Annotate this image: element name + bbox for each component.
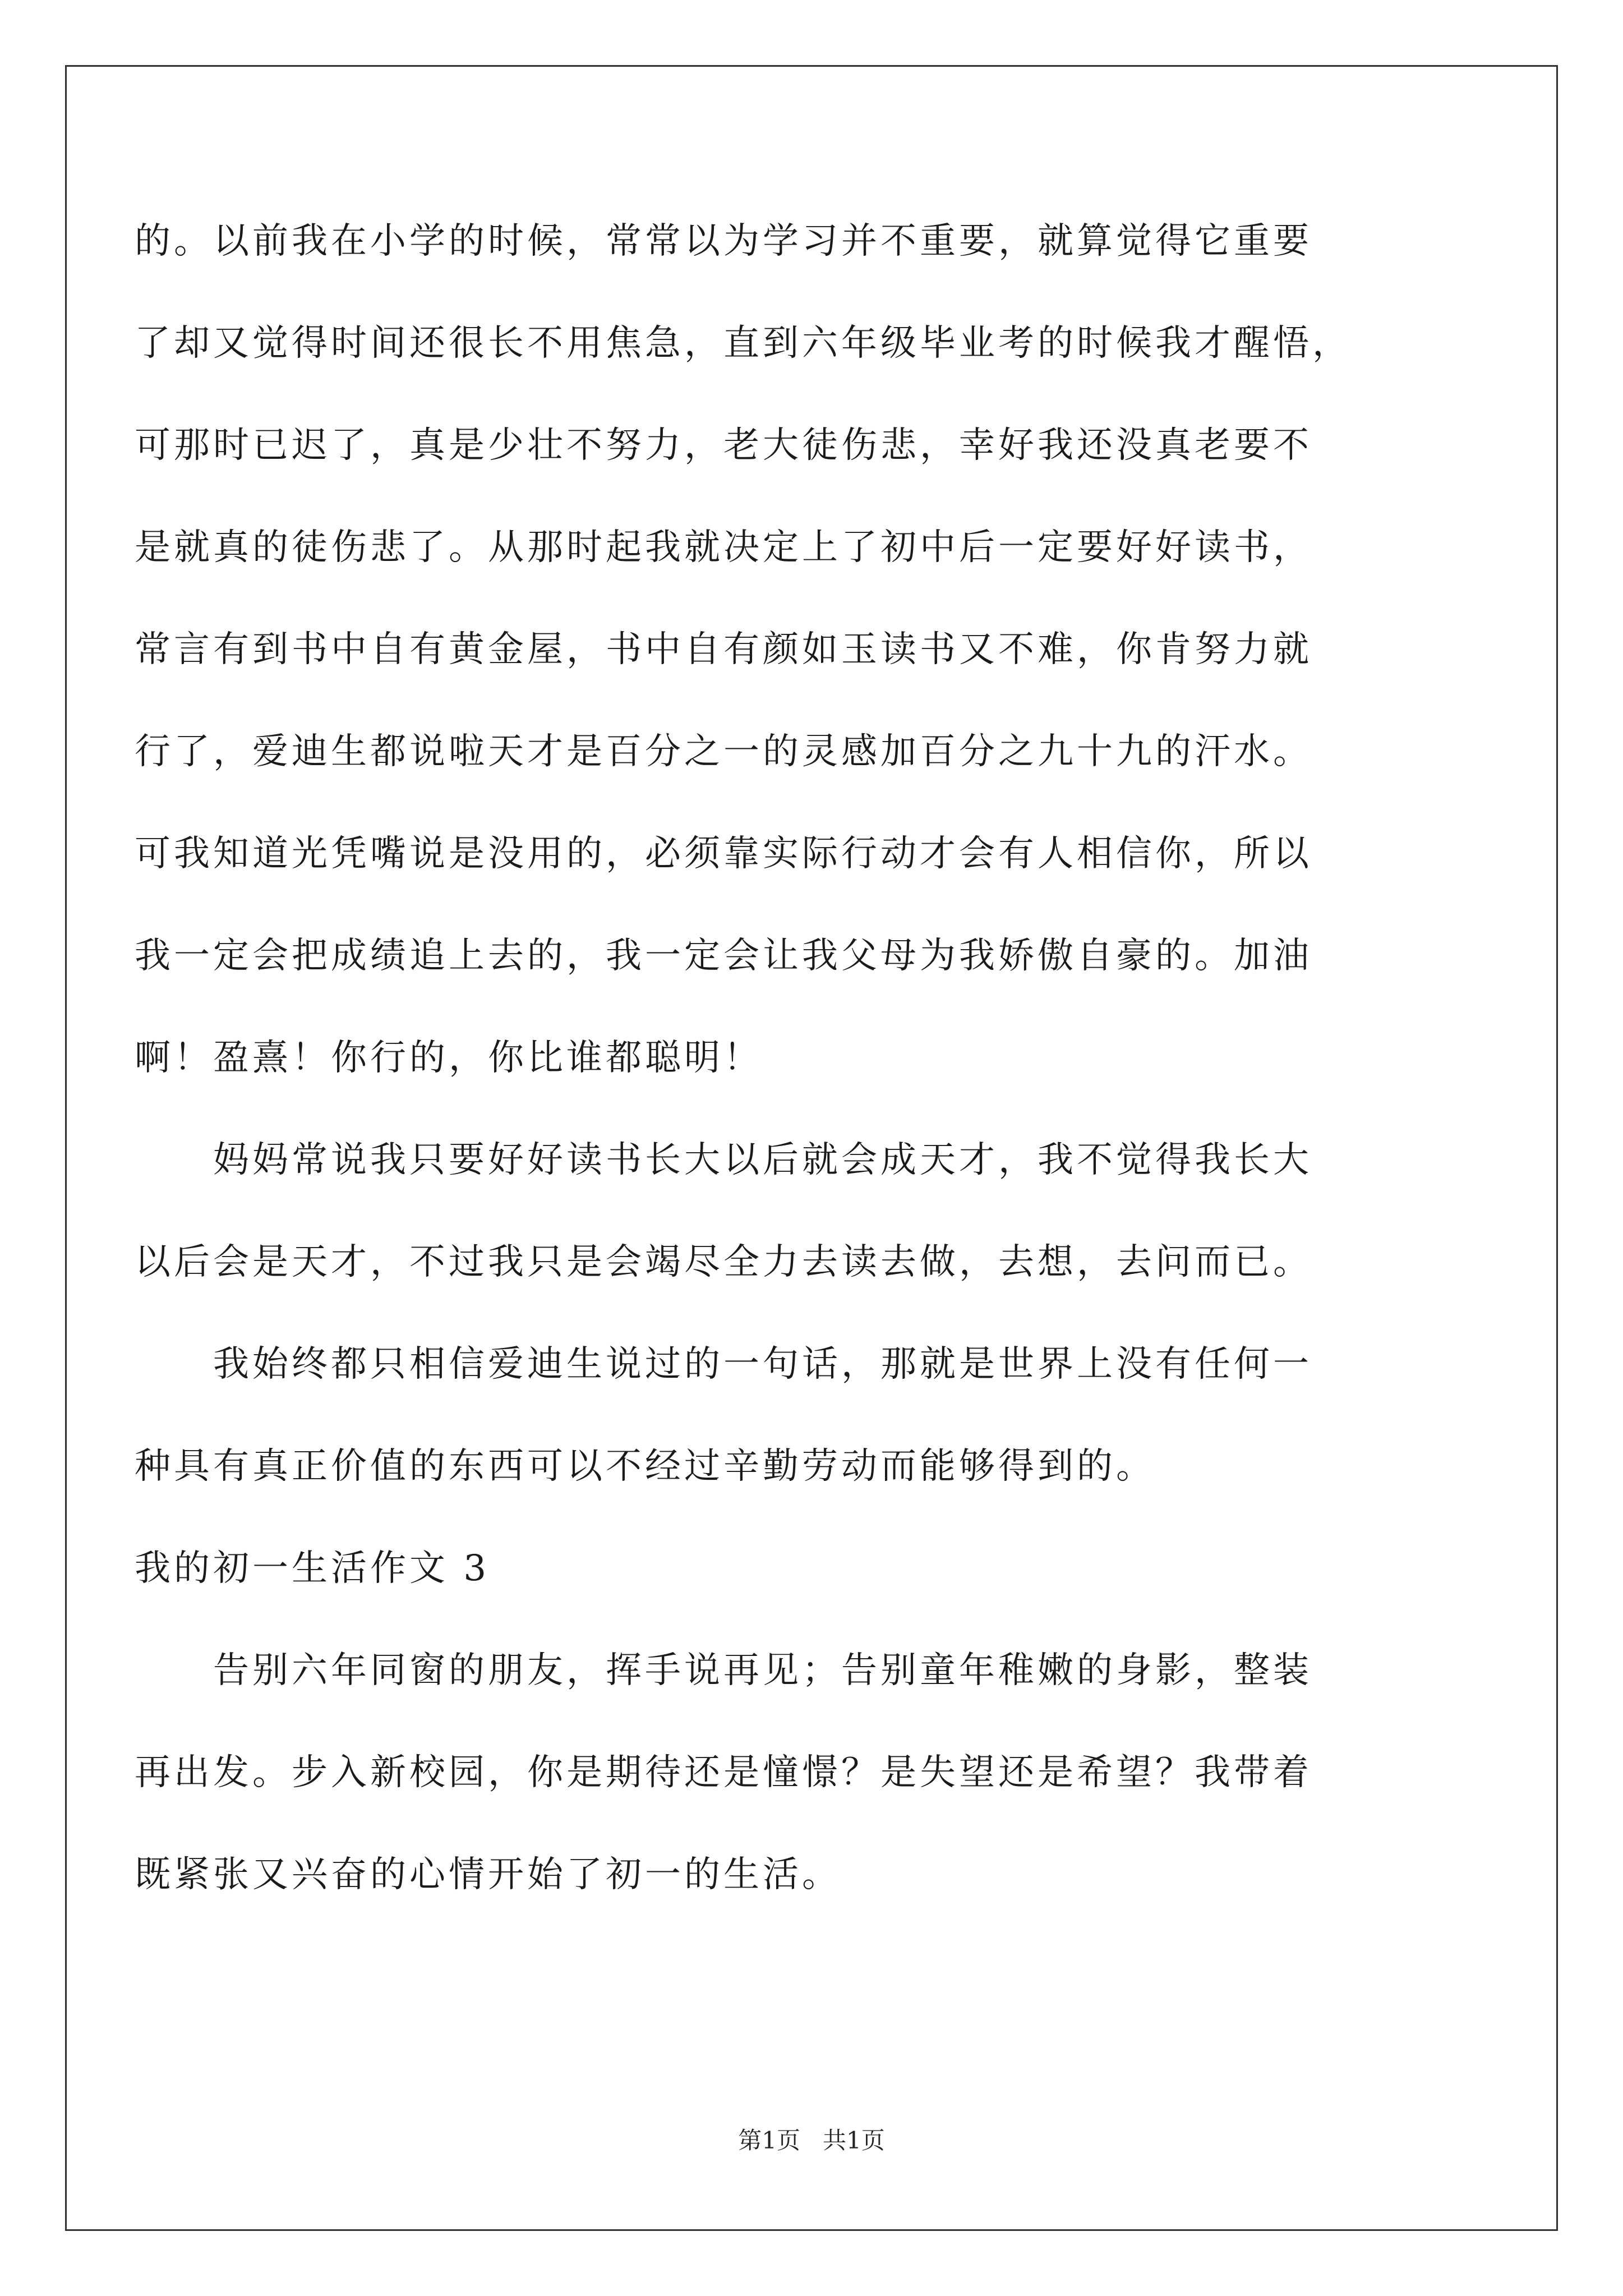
page-footer [0,2125,1623,2156]
text-line: 了却又觉得时间还很长不用焦急，直到六年级毕业考的时候我才醒悟， [135,323,1352,364]
text-line: 种具有真正价值的东西可以不经过辛勤劳动而能够得到的。 [135,1446,1155,1487]
text-line: 啊！盈熹！你行的，你比谁都聪明！ [135,1037,763,1079]
text-line: 常言有到书中自有黄金屋，书中自有颜如玉读书又不难，你肯努力就 [135,629,1312,670]
text-line: 是就真的徒伤悲了。从那时起我就决定上了初中后一定要好好读书， [135,527,1312,568]
text-line: 的。以前我在小学的时候，常常以为学习并不重要，就算觉得它重要 [135,220,1312,262]
text-line: 再出发。步入新校园，你是期待还是憧憬？是失望还是希望？我带着 [135,1752,1312,1793]
text-line: 可我知道光凭嘴说是没用的，必须靠实际行动才会有人相信你，所以 [135,833,1312,875]
text-line: 我始终都只相信爱迪生说过的一句话，那就是世界上没有任何一 [213,1343,1312,1385]
text-line: 告别六年同窗的朋友，挥手说再见；告别童年稚嫩的身影，整装 [213,1650,1312,1691]
page-number: 第1页 [738,2127,800,2154]
text-line: 行了，爱迪生都说啦天才是百分之一的灵感加百分之九十九的汗水。 [135,731,1312,772]
text-line: 可那时已迟了，真是少壮不努力，老大徒伤悲，幸好我还没真老要不 [135,425,1312,466]
text-line: 我一定会把成绩追上去的，我一定会让我父母为我娇傲自豪的。加油 [135,935,1312,977]
text-line: 既紧张又兴奋的心情开始了初一的生活。 [135,1854,841,1895]
text-line: 以后会是天才，不过我只是会竭尽全力去读去做，去想，去问而已。 [135,1241,1312,1283]
text-line: 妈妈常说我只要好好读书长大以后就会成天才，我不觉得我长大 [213,1139,1312,1181]
section-heading: 我的初一生活作文 3 [135,1548,490,1589]
page-total: 共1页 [823,2127,885,2154]
